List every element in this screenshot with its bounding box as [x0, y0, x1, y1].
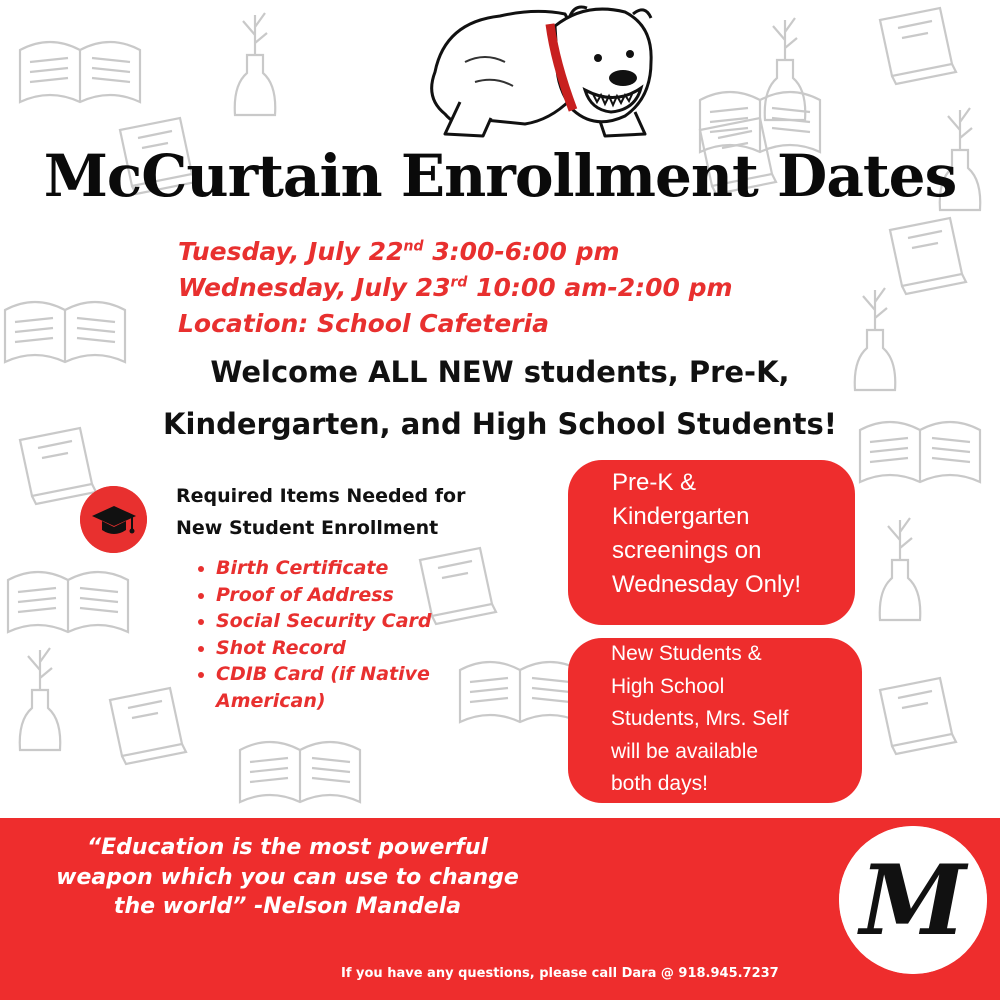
required-items-heading: Required Items Needed for New Student Enrollment — [176, 485, 466, 539]
bulldog-mascot — [405, 2, 660, 144]
mandela-quote: “Education is the most powerful weapon which you can use to change the world” -Nelson Mandela — [56, 835, 519, 919]
list-item: • Shot Record — [216, 635, 486, 662]
m-logo — [839, 826, 987, 974]
svg-text:M: M — [859, 844, 967, 957]
date-wednesday: Wednesday, July 23rd 10:00 am-2:00 pm — [178, 273, 733, 302]
graduation-cap-icon — [80, 486, 147, 553]
required-items-list — [196, 555, 486, 714]
availability-note: New Students & High School Students, Mrs. Self will be available both days! — [568, 638, 862, 803]
contact-info: If you have any questions, please call Dara @ 918.945.7237 — [341, 966, 779, 981]
screening-note: Pre-K & Kindergarten screenings on Wednesday Only! — [568, 460, 855, 625]
enrollment-dates — [178, 234, 733, 342]
list-item: • Social Security Card — [216, 608, 486, 635]
page-title: McCurtain Enrollment Dates — [43, 142, 957, 210]
welcome-message: Welcome ALL NEW students, Pre-K, Kindergarten, and High School Students! — [163, 355, 837, 441]
list-item: • Birth Certificate — [216, 555, 486, 582]
list-item: • CDIB Card (if Native American) — [216, 661, 486, 714]
date-tuesday: Tuesday, July 22nd 3:00-6:00 pm — [178, 237, 620, 266]
list-item: • Proof of Address — [216, 582, 486, 609]
location: Location: School Cafeteria — [178, 309, 549, 338]
